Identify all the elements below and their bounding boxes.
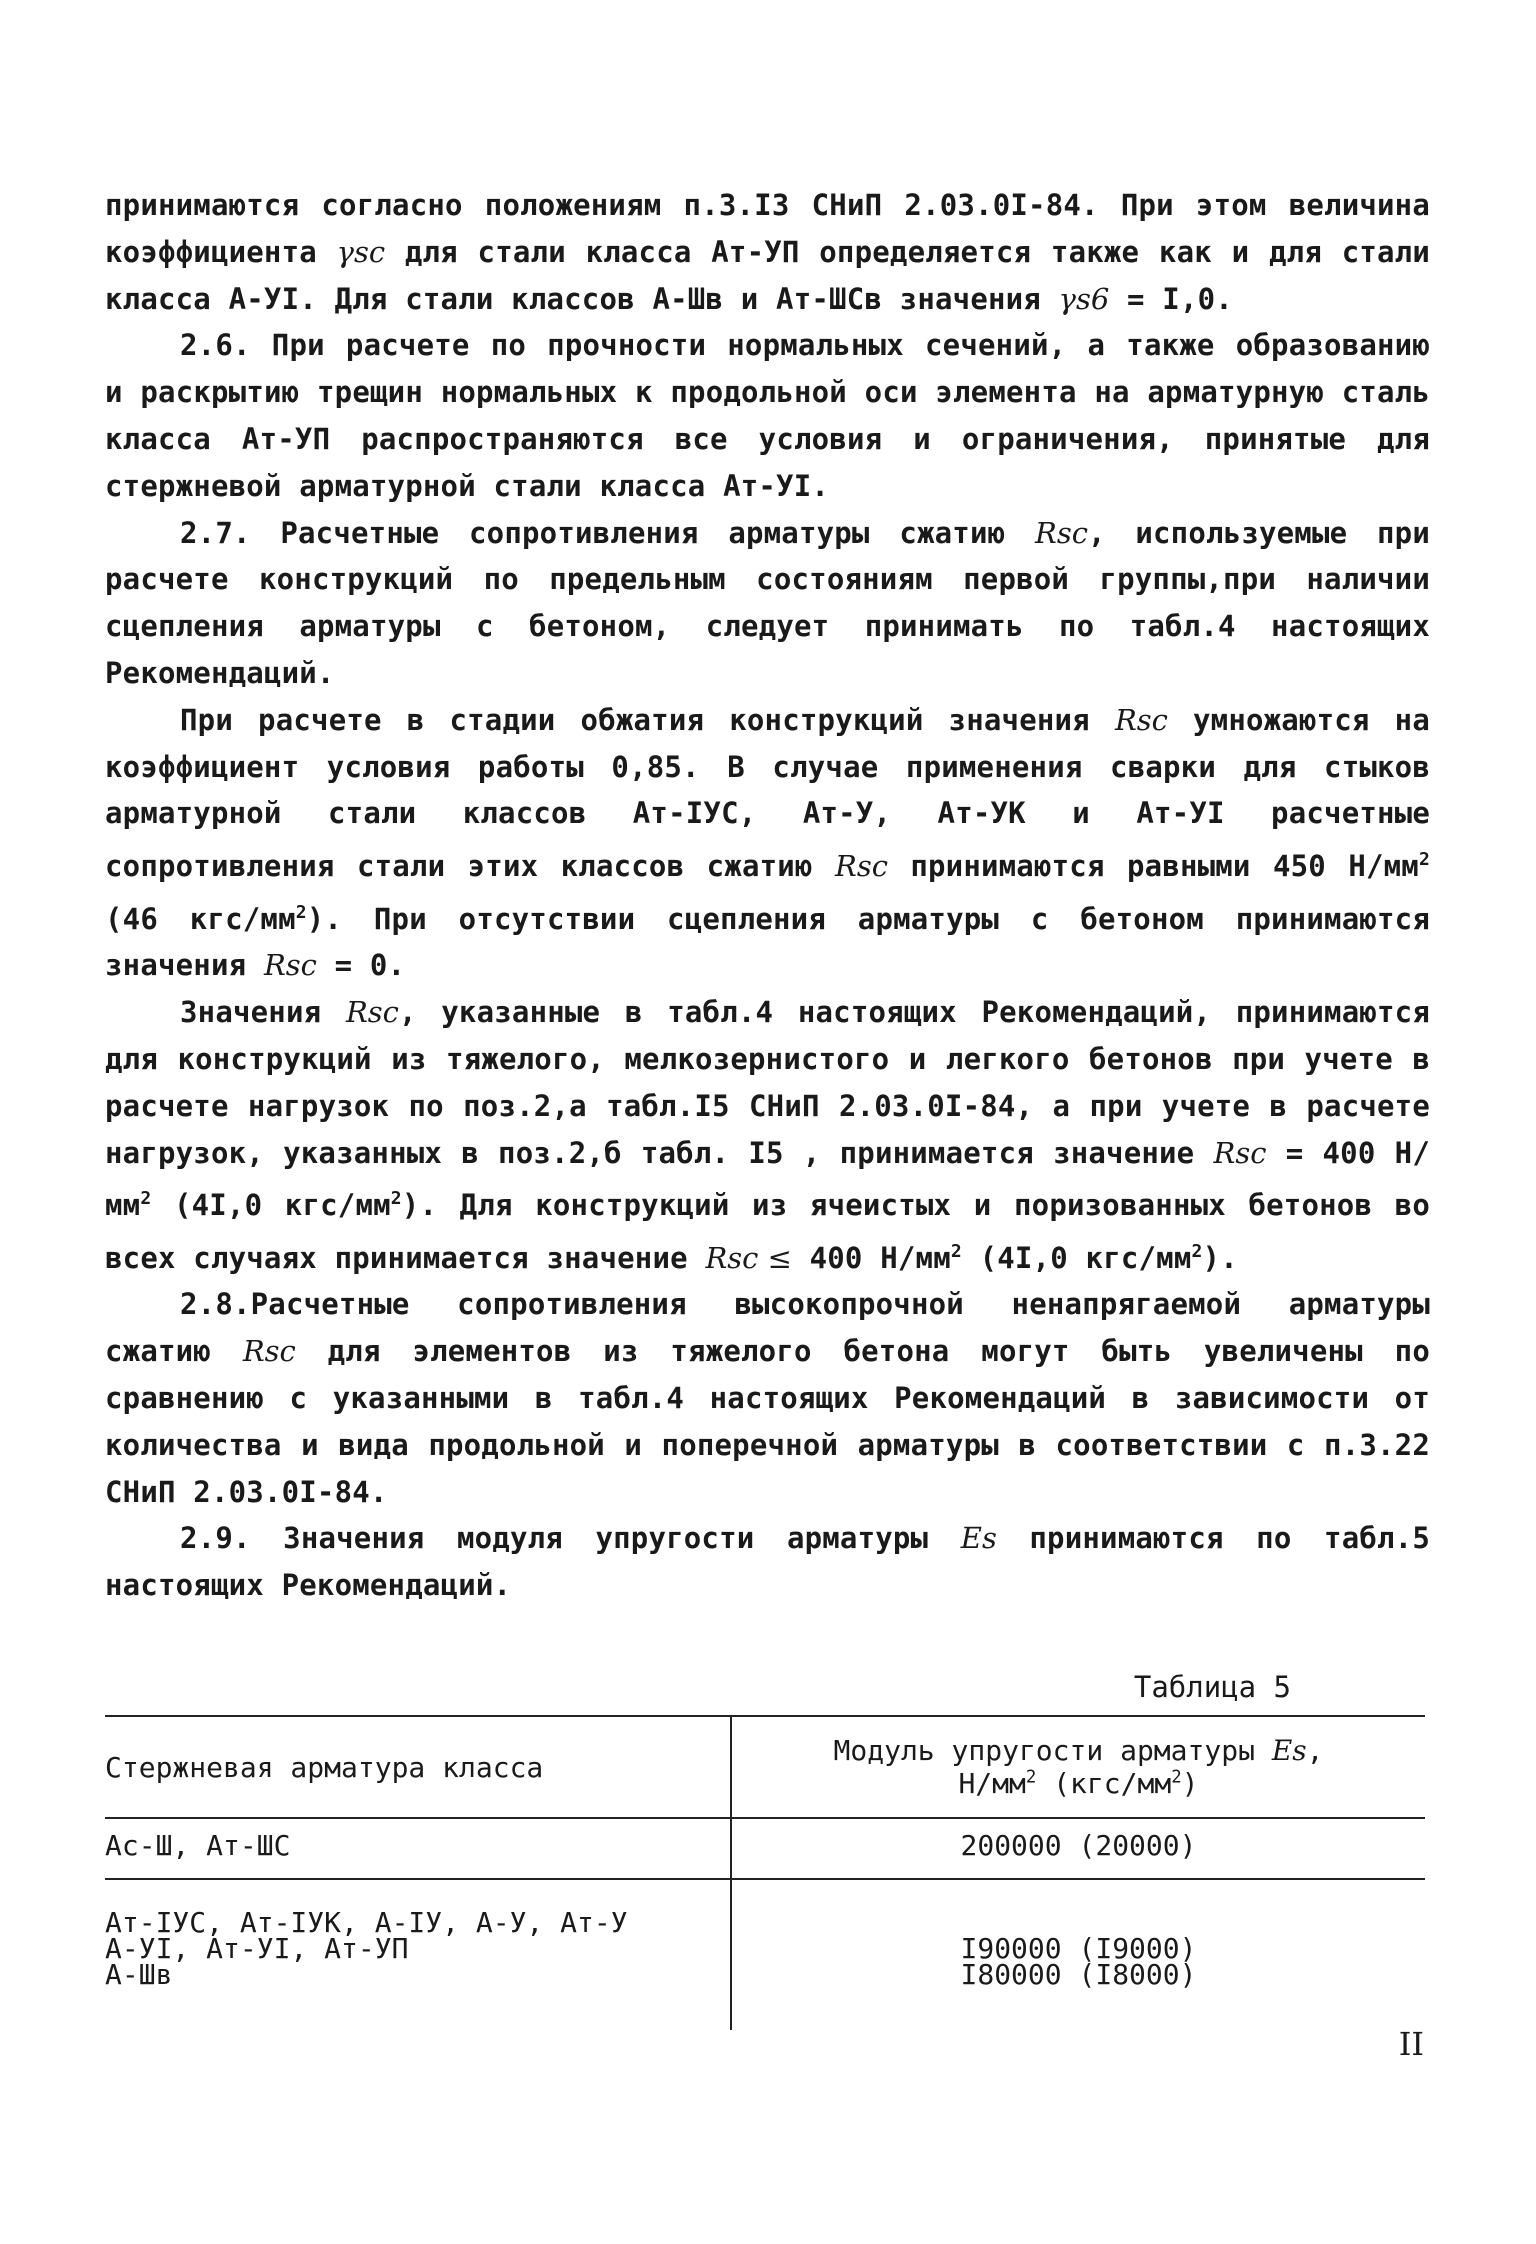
symbol-gamma-sc: γsc	[336, 234, 386, 269]
body-text	[105, 182, 1430, 1609]
table-row	[105, 1879, 1425, 2030]
symbol-rsc: Rsc	[1114, 702, 1168, 737]
symbol-rsc: Rsc	[834, 848, 888, 883]
symbol-rsc: Rsc	[263, 948, 317, 983]
table-caption: Таблица 5	[1133, 1670, 1291, 1704]
symbol-rsc: Rsc	[345, 995, 399, 1030]
table-header-class: Стержневая арматура класса	[105, 1716, 731, 1818]
symbol-rsc-leq: Rsc ≤	[705, 1240, 792, 1275]
table-cell-class: Ат-IУС, Ат-IУК, А-IУ, А-У, Ат-У А-УI, Ат-УI, Ат-УП А-Шв	[105, 1879, 731, 2030]
paragraph-compression-stage: При расчете в стадии обжатия конструкций значения Rsc умножаются на коэффициент условия работы 0,85. В случае применения сварки для стыков арматурной стали классов Ат-IУС, Ат-У, Ат-УК и Ат-УI расчетные сопротивления стали этих классов сжатию Rsc принимаются равными 450 $Н/мм^2$ (46 кгс/$мм^2$). При отсутствии сцепления арматуры с бетоном принимаются значения Rsc = 0.	[105, 702, 1430, 983]
symbol-rsc: Rsc	[1213, 1135, 1267, 1170]
paragraph-2-6: 2.6. При расчете по прочности нормальных сечений, а также образованию и раскрытию трещин нормальных к продольной оси элемента на арматурную сталь класса Ат-УП распространяются все условия и ограничения, принятые для стержневой арматурной стали класса Ат-УI.	[105, 328, 1430, 503]
paragraph-continuation: принимаются согласно положениям п.3.I3 СНиП 2.03.0I-84. При этом величина коэффициента γsc для стали класса Ат-УП определяется также как и для стали класса А-УI. Для стали классов А-Шв и Ат-ШСв значения γs6 = I,0.	[105, 188, 1430, 316]
page-number: II	[1398, 2025, 1424, 2063]
paragraph-2-8: 2.8.Расчетные сопротивления высокопрочной ненапрягаемой арматуры сжатию Rsc для элементов из тяжелого бетона могут быть увеличены по сравнению с указанными в табл.4 настоящих Рекомендаций в зависимости от количества и вида продольной и поперечной арматуры в соответствии с п.3.22 СНиП 2.03.0I-84.	[105, 1287, 1430, 1509]
paragraph-2-9: 2.9. Значения модуля упругости арматуры Es принимаются по табл.5 настоящих Рекомендаций.	[105, 1521, 1430, 1603]
paragraph-2-7: 2.7. Расчетные сопротивления арматуры сжатию Rsc, используемые при расчете конструкций по предельным состояниям первой группы,при наличии сцепления арматуры с бетоном, следует принимать по табл.4 настоящих Рекомендаций.	[105, 515, 1430, 690]
elasticity-table	[105, 1715, 1425, 2030]
symbol-es: Es	[1271, 1734, 1307, 1767]
table-cell-modulus: 200000 (20000)	[731, 1818, 1425, 1879]
paragraph-rsc-values: Значения Rsc, указанные в табл.4 настоящих Рекомендаций, принимаются для конструкций из тяжелого, мелкозернистого и легкого бетонов при учете в расчете нагрузок по поз.2,а табл.I5 СНиП 2.03.0I-84, а при учете в расчете нагрузок, указанных в поз.2,б табл. I5 , принимается значение Rsc = 400 $Н/мм^2$ (4I,0 кгс/$мм^2$). Для конструкций из ячеистых и поризованных бетонов во всех случаях принимается значение Rsc ≤ 400 $Н/мм^2$ (4I,0 кгс/$мм^2$).	[105, 995, 1430, 1275]
symbol-es: Es	[960, 1521, 997, 1556]
table-cell-modulus: I90000 (I9000) I80000 (I8000)	[960, 1932, 1197, 1991]
table-header-modulus: Модуль упругости арматуры Es, $Н/мм^2$ $(кгс/мм^2)$	[731, 1716, 1425, 1818]
symbol-rsc: Rsc	[1035, 515, 1088, 550]
symbol-rsc: Rsc	[242, 1334, 296, 1369]
table-header-row	[105, 1716, 1425, 1818]
table-row	[105, 1818, 1425, 1879]
table-cell-class: Ас-Ш, Ат-ШС	[105, 1818, 731, 1879]
symbol-gamma-s6: γs6	[1058, 281, 1110, 316]
